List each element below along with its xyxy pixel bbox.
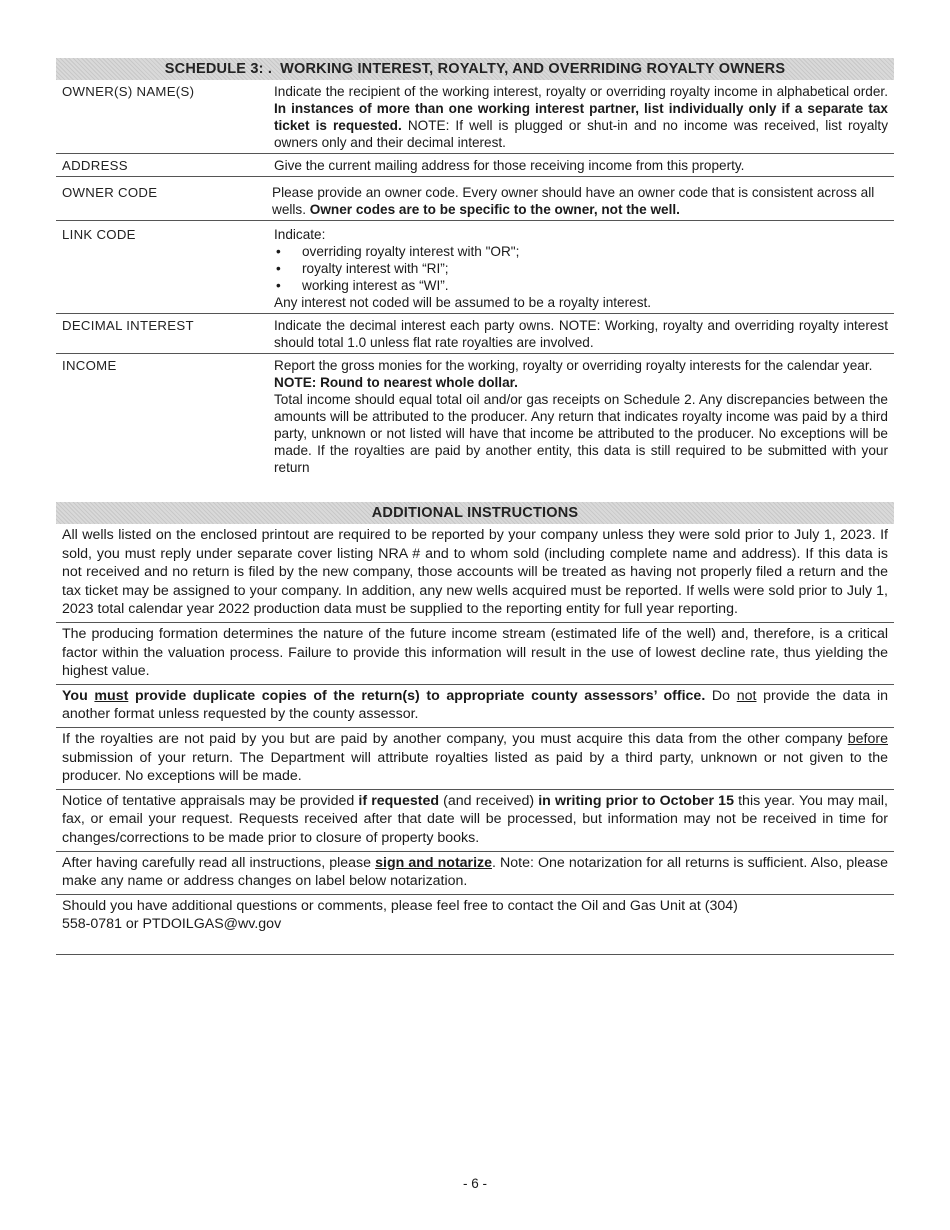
link-code-description [268, 221, 894, 314]
link-code-item-wi: • working interest as “WI”. [274, 277, 888, 294]
link-code-outro: Any interest not coded will be assumed to be a royalty interest. [274, 295, 652, 310]
if-requested-bold: if requested [358, 792, 440, 809]
appraisals-text-2: (and received) [439, 792, 539, 809]
royalties-text-1: If the royalties are not paid by you but are paid by another company, you must acquire this data from the other company [62, 730, 848, 747]
link-code-item-or: • overriding royalty interest with "OR"; [274, 243, 888, 260]
link-code-label: LINK CODE [62, 227, 136, 242]
do-text: Do [705, 687, 737, 704]
duplicate-copies-text: provide duplicate copies of the return(s) to appropriate county assessors’ office. [128, 687, 706, 704]
owner-name-description [268, 80, 894, 154]
owner-code-bold-text: Owner codes are to be specific to the owner, not the well. [309, 202, 680, 217]
owner-code-description [268, 177, 894, 221]
additional-instructions [56, 524, 894, 955]
owner-name-note: NOTE: If well is plugged or shut-in and no income was received, list royalty owners only and their decimal interest. [274, 118, 888, 150]
owner-name-row [56, 80, 894, 154]
producing-formation-paragraph: The producing formation determines the nature of the future income stream (estimated life of the well) and, therefore, is a critical factor within the valuation process. Failure to provide this information will result in the use of lowest decline rate, thus yielding the highest value. [56, 623, 894, 685]
income-text-2: Total income should equal total oil and/or gas receipts on Schedule 2. Any discrepancies between the amounts will be attributed to the producer. Any return that indicates royalty income was paid by a third party, unknown or not listed will have that income be attributed to the producer. No exceptions will be made. If the royalties are paid by another entity, this data is still required to be submitted with your return [274, 392, 888, 475]
duplicate-copies-bold [62, 688, 705, 704]
decimal-interest-label: DECIMAL INTEREST [62, 318, 194, 333]
must-underlined: must [94, 687, 129, 704]
owner-name-text: Indicate the recipient of the working interest, royalty or overriding royalty income in alphabetical order. [274, 84, 888, 99]
decimal-interest-description: Indicate the decimal interest each party owns. NOTE: Working, royalty and overriding royalty interest should total 1.0 unless flat rate royalties are involved. [274, 318, 888, 350]
link-code-row [56, 221, 894, 314]
additional-instructions-heading: ADDITIONAL INSTRUCTIONS [56, 502, 894, 524]
owner-code-row [56, 177, 894, 221]
income-label: INCOME [62, 358, 117, 373]
you-text: You [62, 687, 95, 704]
income-description [268, 354, 894, 479]
address-description: Give the current mailing address for those receiving income from this property. [274, 158, 745, 173]
duplicate-copies-paragraph [56, 685, 894, 728]
contact-line-1: Should you have additional questions or comments, please feel free to contact the Oil and Gas Unit at (304) [62, 897, 738, 914]
sign-text-1: After having carefully read all instructions, please [62, 854, 376, 871]
appraisals-text-1: Notice of tentative appraisals may be provided [62, 792, 359, 809]
link-code-list [274, 243, 888, 294]
royalties-paragraph [56, 728, 894, 790]
income-note-bold: NOTE: Round to nearest whole dollar. [274, 375, 518, 390]
page-number: - 6 - [462, 1176, 487, 1191]
link-code-item-ri: • royalty interest with “RI”; [274, 260, 888, 277]
address-row [56, 154, 894, 177]
sign-text-2: . Note: One notarization for all returns is sufficient. Also, please make any name or address changes on label below notarization. [62, 854, 888, 890]
contact-line-2: 558-0781 or PTDOILGAS@wv.gov [62, 916, 282, 933]
format-text: provide the data in another format unless requested by the county assessor. [62, 687, 888, 723]
royalties-text-2: submission of your return. The Department will attribute royalties listed as paid by a third party, unknown or not given to the producer. No exceptions will be made. [62, 749, 888, 785]
schedule-3-table [56, 80, 894, 478]
appraisals-text-3: this year. You may mail, fax, or email your request. Requests received after that date will be processed, but information may not be received in time for changes/corrections to be made prior to closure of property books. [62, 792, 888, 846]
schedule-3-heading [56, 58, 894, 80]
decimal-interest-row [56, 314, 894, 354]
sign-notarize-paragraph [56, 852, 894, 895]
owner-name-label: OWNER(S) NAME(S) [62, 84, 195, 99]
deadline-bold: in writing prior to October 15 [538, 792, 734, 809]
schedule-3-heading-right: WORKING INTEREST, ROYALTY, AND OVERRIDING ROYALTY OWNERS [280, 61, 786, 77]
before-underlined: before [847, 730, 888, 747]
income-note [274, 374, 888, 391]
sign-and-notarize-bold: sign and notarize [375, 854, 493, 871]
link-code-intro: Indicate: [274, 227, 326, 242]
income-text-1: Report the gross monies for the working, royalty or overriding royalty interests for the calendar year. [274, 358, 873, 373]
tentative-appraisals-paragraph [56, 790, 894, 852]
schedule-3-heading-left: SCHEDULE 3: . [164, 61, 273, 77]
owner-code-text: Please provide an owner code. Every owner should have an owner code that is consistent across all wells. [272, 185, 875, 217]
income-row [56, 354, 894, 479]
contact-paragraph [56, 895, 894, 955]
address-label: ADDRESS [62, 158, 128, 173]
owner-name-bold-text: In instances of more than one working interest partner, list individually only if a separate tax ticket is requested. [274, 101, 888, 133]
owner-code-label: OWNER CODE [62, 185, 158, 200]
not-underlined: not [736, 687, 757, 704]
instructions-page [56, 58, 894, 955]
wells-sold-paragraph: All wells listed on the enclosed printout are required to be reported by your company unless they were sold prior to July 1, 2023. If sold, you must reply under separate cover listing NRA # and to whom sold (including complete name and address). If this data is not received and no return is filed by the new company, those accounts will be treated as having not properly filed a return and the tax ticket may be assigned to your company. In addition, any new wells acquired must be reported. If wells were sold prior to July 1, 2023 total calendar year 2022 production data must be supplied to the reporting entity for full year reporting. [56, 524, 894, 623]
